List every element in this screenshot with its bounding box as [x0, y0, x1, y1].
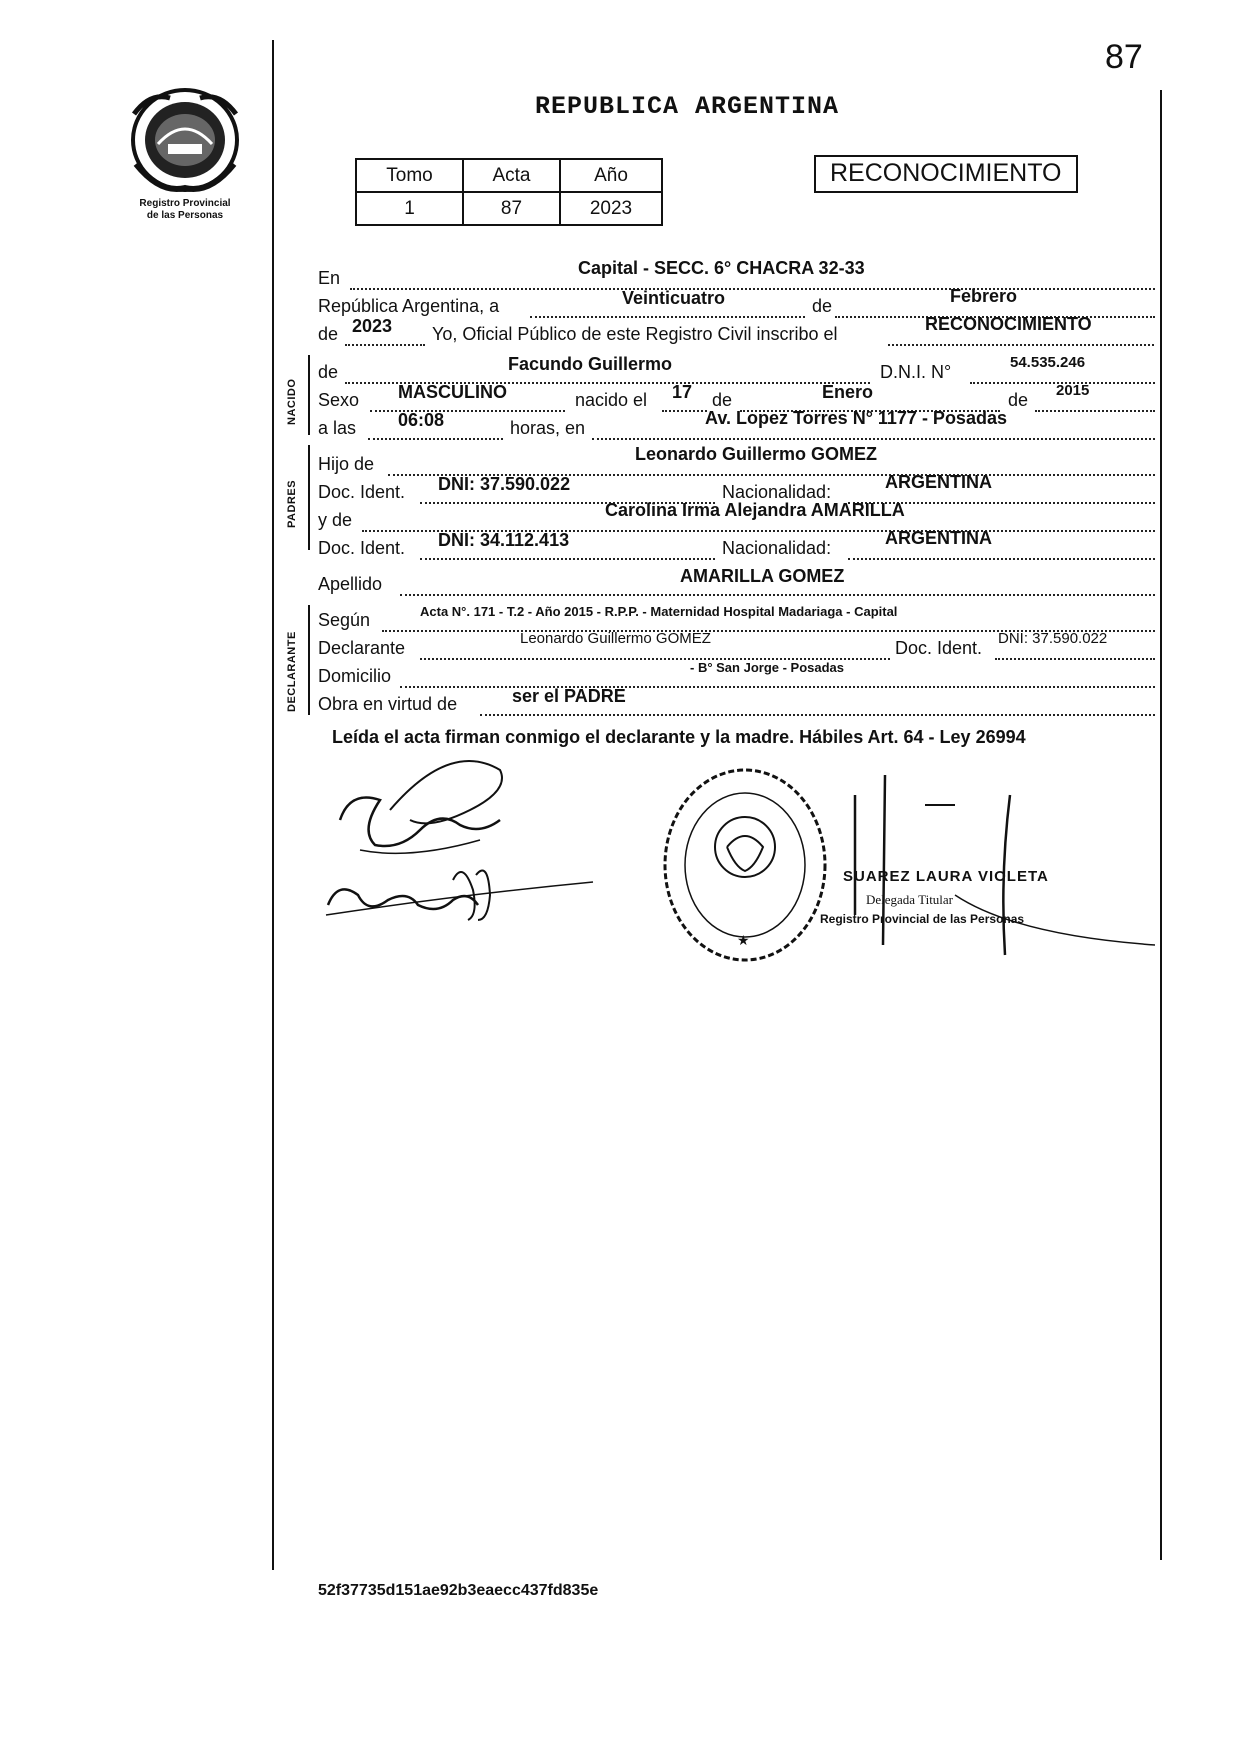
father-doc-label: Doc. Ident.	[318, 482, 406, 502]
page-number: 87	[1105, 38, 1143, 76]
right-margin-line	[1160, 90, 1162, 1560]
y-de-label: y de	[318, 510, 353, 530]
oficial-text: Yo, Oficial Público de este Registro Civil inscribo el	[432, 324, 838, 344]
birth-year-value: 2015	[1056, 382, 1090, 399]
registry-caption: Registro Provincial de las Personas	[139, 198, 231, 221]
en-label: En	[318, 268, 341, 288]
birth-year-line	[1035, 390, 1155, 412]
birth-place-value: Av. Lopez Torres N° 1177 - Posadas	[705, 408, 1007, 428]
apellido-label: Apellido	[318, 574, 383, 594]
alas-label: a las	[318, 418, 357, 438]
domicilio-label: Domicilio	[318, 666, 392, 686]
segun-value: Acta N°. 171 - T.2 - Año 2015 - R.P.P. - Maternidad Hospital Madariaga - Capital	[420, 604, 898, 619]
province-seal-emblem	[120, 84, 250, 196]
nacido-bracket	[308, 355, 310, 435]
declarante-label: Declarante	[318, 638, 406, 658]
stamp-org: Registro Provincial de las Personas	[820, 912, 1025, 926]
sexo-value: MASCULINO	[398, 382, 507, 402]
birth-time-value: 06:08	[398, 410, 445, 430]
tomo-value: 1	[356, 192, 463, 225]
birth-month-value: Enero	[822, 382, 874, 402]
declarante-doc-value: DNI: 37.590.022	[998, 630, 1108, 647]
svg-text:★: ★	[737, 933, 750, 949]
obra-label: Obra en virtud de	[318, 694, 458, 714]
closing-statement: Leída el acta firman conmigo el declarante y la madre. Hábiles Art. 64 - Ley 26994	[332, 727, 1026, 747]
year-value: 2023	[352, 316, 393, 336]
nacido-side-label: NACIDO	[286, 378, 298, 425]
child-name-value: Facundo Guillermo	[508, 354, 673, 374]
acta-value: 87	[463, 192, 560, 225]
hijo-de-label: Hijo de	[318, 454, 375, 474]
mother-doc-label: Doc. Ident.	[318, 538, 406, 558]
child-dni-value: 54.535.246	[1010, 354, 1086, 371]
anio-value: 2023	[560, 192, 662, 225]
tomo-header: Tomo	[356, 159, 463, 192]
birth-de-label: de	[712, 390, 733, 410]
horas-label: horas, en	[510, 418, 586, 438]
declarant-signature	[320, 750, 520, 870]
dni-label: D.N.I. N°	[880, 362, 952, 382]
record-table	[355, 158, 663, 226]
month-value: Febrero	[950, 286, 1018, 306]
republica-label: República Argentina, a	[318, 296, 500, 316]
stamp-name: SUAREZ LAURA VIOLETA	[843, 868, 1049, 885]
left-margin-line	[272, 40, 274, 1570]
document-hash: 52f37735d151ae92b3eaecc437fd835e	[318, 1582, 599, 1599]
declarante-doc-label: Doc. Ident.	[895, 638, 983, 658]
day-value: Veinticuatro	[622, 288, 726, 308]
mother-nat-label: Nacionalidad:	[722, 538, 832, 558]
father-name-value: Leonardo Guillermo GOMEZ	[635, 444, 878, 464]
apellido-value: AMARILLA GOMEZ	[680, 566, 845, 586]
mother-name-value: Carolina Irma Alejandra AMARILLA	[605, 500, 905, 520]
father-doc-value: DNI: 37.590.022	[438, 474, 571, 494]
declarante-value: Leonardo Guillermo GOMEZ	[520, 630, 711, 647]
record-type-box: RECONOCIMIENTO	[814, 155, 1078, 193]
de-label: de	[812, 296, 833, 316]
mother-doc-value: DNI: 34.112.413	[438, 530, 570, 550]
nacido-el-label: nacido el	[575, 390, 648, 410]
year-prefix: de	[318, 324, 339, 344]
stamp-role: Delegada Titular	[866, 892, 954, 907]
father-nat-value: ARGENTINA	[885, 472, 992, 492]
act-value: RECONOCIMIENTO	[925, 314, 1092, 334]
declarante-side-label: DECLARANTE	[286, 631, 298, 712]
mother-signature	[318, 860, 598, 930]
page-title: REPUBLICA ARGENTINA	[535, 92, 840, 121]
domicilio-value: - B° San Jorge - Posadas	[690, 660, 845, 675]
obra-value: ser el PADRE	[512, 686, 626, 706]
nacido-de-label: de	[318, 362, 339, 382]
en-value: Capital - SECC. 6° CHACRA 32-33	[578, 258, 865, 278]
padres-side-label: PADRES	[286, 479, 298, 528]
birth-day-value: 17	[672, 382, 693, 402]
mother-nat-value: ARGENTINA	[885, 528, 992, 548]
father-nat-label: Nacionalidad:	[722, 482, 832, 502]
segun-label: Según	[318, 610, 371, 630]
birth-de-label-2: de	[1008, 390, 1029, 410]
anio-header: Año	[560, 159, 662, 192]
declarante-bracket	[308, 605, 310, 715]
sexo-label: Sexo	[318, 390, 360, 410]
acta-header: Acta	[463, 159, 560, 192]
padres-bracket	[308, 445, 310, 550]
